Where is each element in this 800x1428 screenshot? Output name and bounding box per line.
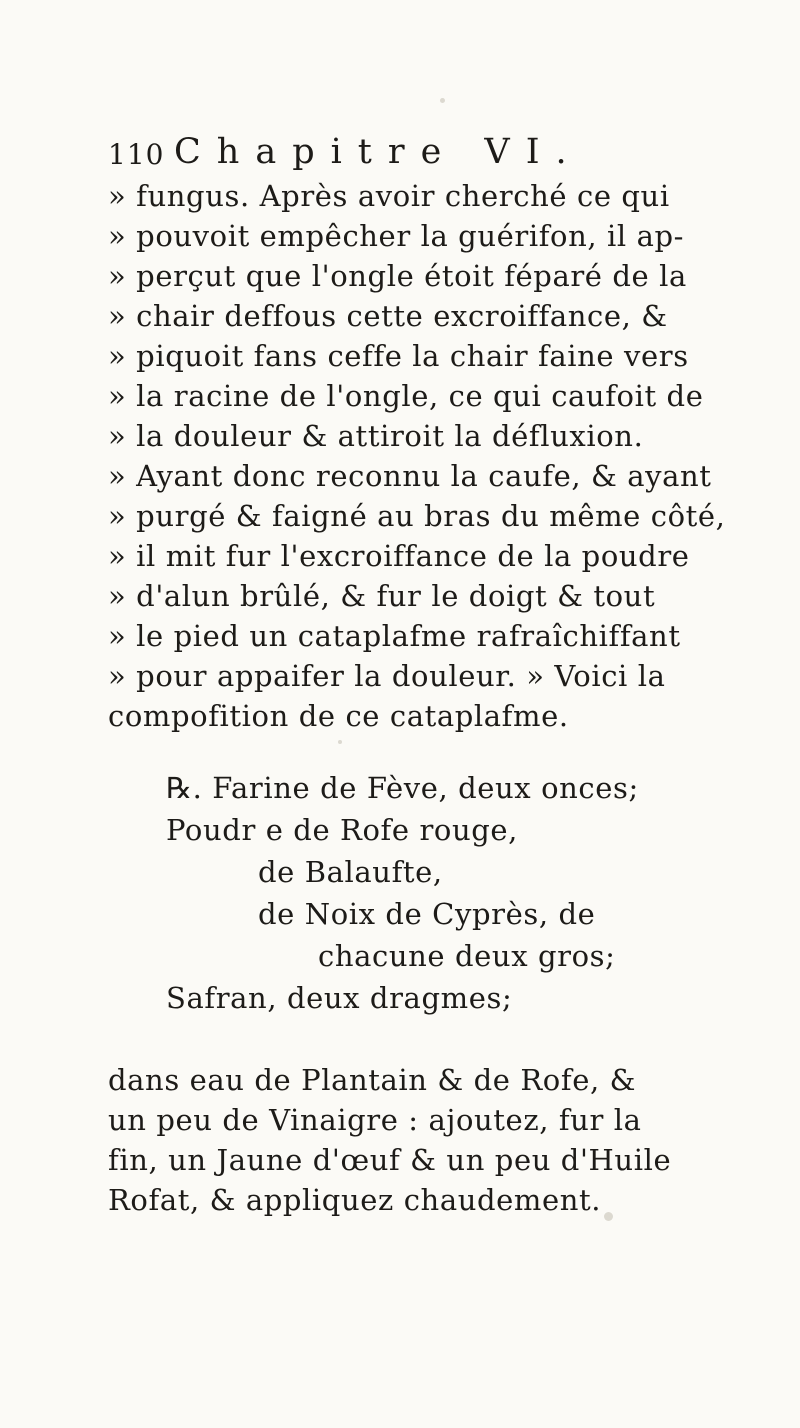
text-line: compofition de ce cataplafme. <box>108 699 569 733</box>
text-line: » Ayant donc reconnu la caufe, & ayant <box>108 459 712 493</box>
text-line: » il mit fur l'excroiffance de la poudre <box>108 539 690 573</box>
paper-speck <box>604 1212 613 1221</box>
text-line: » fungus. Après avoir cherché ce qui <box>108 179 670 213</box>
recipe-line: de Noix de Cyprès, de <box>258 897 596 931</box>
text-line: » le pied un cataplafme rafraîchiffant <box>108 619 681 653</box>
text-line: » purgé & faigné au bras du même côté, <box>108 499 726 533</box>
recipe-line: ℞. Farine de Fève, deux onces; <box>166 771 639 805</box>
running-title: Chapitre VI. <box>174 132 583 172</box>
paper-speck <box>338 740 342 744</box>
text-line: » chair deffous cette excroiffance, & <box>108 299 668 333</box>
text-line: » pouvoit empêcher la guérifon, il ap- <box>108 219 685 253</box>
paper-speck <box>440 98 445 103</box>
text-line: » perçut que l'ongle étoit féparé de la <box>108 259 687 293</box>
recipe-line: chacune deux gros; <box>318 939 616 973</box>
text-line: » d'alun brûlé, & fur le doigt & tout <box>108 579 656 613</box>
recipe-line: Poudr e de Rofe rouge, <box>166 813 518 847</box>
text-line: » pour appaifer la douleur. » Voici la <box>108 659 666 693</box>
recipe-line: Safran, deux dragmes; <box>166 981 513 1015</box>
page-header <box>108 132 748 174</box>
text-line: Rofat, & appliquez chaudement. <box>108 1183 602 1217</box>
text-line: » la racine de l'ongle, ce qui caufoit de <box>108 379 704 413</box>
page-number: 110 <box>108 138 165 171</box>
text-line: » la douleur & attiroit la défluxion. <box>108 419 644 453</box>
text-line: dans eau de Plantain & de Rofe, & <box>108 1063 637 1097</box>
recipe-line: de Balaufte, <box>258 855 443 889</box>
text-line: fin, un Jaune d'œuf & un peu d'Huile <box>108 1143 672 1177</box>
text-line: » piquoit fans ceffe la chair faine vers <box>108 339 689 373</box>
text-line: un peu de Vinaigre : ajoutez, fur la <box>108 1103 642 1137</box>
